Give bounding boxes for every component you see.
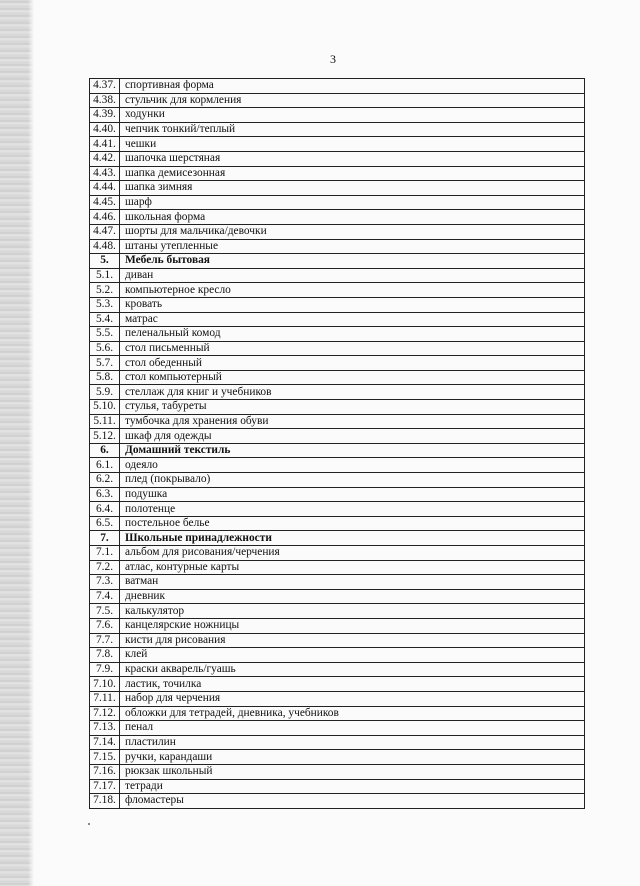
item-name: стеллаж для книг и учебников (120, 385, 585, 400)
item-number: 7.14. (90, 735, 120, 750)
item-number: 4.39. (90, 108, 120, 123)
table-row (90, 764, 585, 779)
item-number: 5.7. (90, 356, 120, 371)
table-row (90, 691, 585, 706)
table-row (90, 312, 585, 327)
table-row (90, 633, 585, 648)
item-number: 5.8. (90, 370, 120, 385)
item-number: 6.4. (90, 502, 120, 517)
item-number: 6.3. (90, 487, 120, 502)
table-row (90, 370, 585, 385)
item-name: одеяло (120, 458, 585, 473)
item-number: 7.11. (90, 691, 120, 706)
item-name: шапка демисезонная (120, 166, 585, 181)
item-name: ластик, точилка (120, 677, 585, 692)
item-name: стол компьютерный (120, 370, 585, 385)
item-number: 4.45. (90, 195, 120, 210)
table-row (90, 297, 585, 312)
table-row (90, 677, 585, 692)
item-number: 5.6. (90, 341, 120, 356)
table-row (90, 502, 585, 517)
table-row (90, 618, 585, 633)
item-number: 4.40. (90, 122, 120, 137)
item-number: 5. (90, 254, 120, 269)
item-name: полотенце (120, 502, 585, 517)
item-number: 5.3. (90, 297, 120, 312)
table-row (90, 604, 585, 619)
item-name: пенал (120, 721, 585, 736)
item-name: тетради (120, 779, 585, 794)
item-name: пластилин (120, 735, 585, 750)
item-name: набор для черчения (120, 691, 585, 706)
item-number: 7.1. (90, 546, 120, 561)
table-row (90, 429, 585, 444)
item-number: 7.4. (90, 589, 120, 604)
item-name: постельное белье (120, 516, 585, 531)
item-name: стол письменный (120, 341, 585, 356)
table-row (90, 721, 585, 736)
item-name: ватман (120, 575, 585, 590)
table-row (90, 750, 585, 765)
item-number: 7.6. (90, 618, 120, 633)
table-row (90, 137, 585, 152)
item-name: стулья, табуреты (120, 400, 585, 415)
item-number: 7.9. (90, 662, 120, 677)
item-name: подушка (120, 487, 585, 502)
item-name: школьная форма (120, 210, 585, 225)
table-row (90, 93, 585, 108)
item-number: 7.8. (90, 648, 120, 663)
table-row (90, 589, 585, 604)
table-row (90, 560, 585, 575)
item-name: матрас (120, 312, 585, 327)
item-name: обложки для тетрадей, дневника, учебников (120, 706, 585, 721)
section-title: Домашний текстиль (120, 443, 585, 458)
item-number: 4.38. (90, 93, 120, 108)
item-name: ручки, карандаши (120, 750, 585, 765)
item-number: 7. (90, 531, 120, 546)
item-name: шапка зимняя (120, 181, 585, 196)
item-name: шорты для мальчика/девочки (120, 224, 585, 239)
table-row (90, 79, 585, 94)
item-number: 6.1. (90, 458, 120, 473)
table-row (90, 239, 585, 254)
scan-speck (88, 823, 90, 825)
table-row (90, 779, 585, 794)
item-number: 4.37. (90, 79, 120, 94)
item-number: 4.43. (90, 166, 120, 181)
table-row (90, 473, 585, 488)
table-row (90, 546, 585, 561)
item-name: пеленальный комод (120, 327, 585, 342)
item-number: 5.12. (90, 429, 120, 444)
item-name: рюкзак школьный (120, 764, 585, 779)
item-number: 5.4. (90, 312, 120, 327)
item-name: клей (120, 648, 585, 663)
items-table-body (90, 79, 585, 809)
item-name: шкаф для одежды (120, 429, 585, 444)
item-number: 7.10. (90, 677, 120, 692)
item-name: калькулятор (120, 604, 585, 619)
table-row (90, 181, 585, 196)
item-number: 5.9. (90, 385, 120, 400)
item-number: 5.1. (90, 268, 120, 283)
item-number: 7.2. (90, 560, 120, 575)
item-number: 4.44. (90, 181, 120, 196)
item-name: атлас, контурные карты (120, 560, 585, 575)
table-row (90, 706, 585, 721)
section-header-row (90, 443, 585, 458)
item-name: дневник (120, 589, 585, 604)
items-table (89, 78, 585, 809)
table-row (90, 122, 585, 137)
table-row (90, 385, 585, 400)
item-number: 4.48. (90, 239, 120, 254)
table-row (90, 341, 585, 356)
table-row (90, 575, 585, 590)
item-number: 7.15. (90, 750, 120, 765)
item-name: стульчик для кормления (120, 93, 585, 108)
item-number: 4.41. (90, 137, 120, 152)
table-row (90, 108, 585, 123)
item-name: альбом для рисования/черчения (120, 546, 585, 561)
page-number: 3 (330, 52, 336, 66)
table-row (90, 648, 585, 663)
table-row (90, 166, 585, 181)
item-name: кисти для рисования (120, 633, 585, 648)
table-row (90, 458, 585, 473)
item-number: 4.47. (90, 224, 120, 239)
item-number: 6. (90, 443, 120, 458)
item-number: 4.42. (90, 151, 120, 166)
table-row (90, 268, 585, 283)
table-row (90, 356, 585, 371)
table-row (90, 487, 585, 502)
item-name: шапочка шерстяная (120, 151, 585, 166)
item-name: шарф (120, 195, 585, 210)
item-number: 6.2. (90, 473, 120, 488)
table-row (90, 400, 585, 415)
item-name: стол обеденный (120, 356, 585, 371)
section-header-row (90, 254, 585, 269)
item-name: кровать (120, 297, 585, 312)
item-name: краски акварель/гуашь (120, 662, 585, 677)
item-number: 4.46. (90, 210, 120, 225)
item-number: 7.12. (90, 706, 120, 721)
item-number: 7.18. (90, 794, 120, 809)
table-row (90, 210, 585, 225)
section-title: Мебель бытовая (120, 254, 585, 269)
item-name: тумбочка для хранения обуви (120, 414, 585, 429)
table-row (90, 735, 585, 750)
item-number: 6.5. (90, 516, 120, 531)
table-row (90, 151, 585, 166)
table-row (90, 224, 585, 239)
table-row (90, 662, 585, 677)
section-header-row (90, 531, 585, 546)
item-name: плед (покрывало) (120, 473, 585, 488)
item-name: штаны утепленные (120, 239, 585, 254)
item-name: спортивная форма (120, 79, 585, 94)
table-row (90, 283, 585, 298)
item-number: 5.5. (90, 327, 120, 342)
item-number: 7.17. (90, 779, 120, 794)
item-name: ходунки (120, 108, 585, 123)
item-name: чепчик тонкий/теплый (120, 122, 585, 137)
table-row (90, 794, 585, 809)
item-number: 5.11. (90, 414, 120, 429)
item-number: 5.2. (90, 283, 120, 298)
table-row (90, 195, 585, 210)
item-number: 5.10. (90, 400, 120, 415)
section-title: Школьные принадлежности (120, 531, 585, 546)
item-number: 7.16. (90, 764, 120, 779)
item-name: компьютерное кресло (120, 283, 585, 298)
item-name: диван (120, 268, 585, 283)
item-number: 7.5. (90, 604, 120, 619)
item-name: фломастеры (120, 794, 585, 809)
item-number: 7.3. (90, 575, 120, 590)
table-row (90, 516, 585, 531)
item-name: канцелярские ножницы (120, 618, 585, 633)
scan-edge-shadow (0, 0, 34, 886)
table-row (90, 327, 585, 342)
item-number: 7.7. (90, 633, 120, 648)
item-name: чешки (120, 137, 585, 152)
item-number: 7.13. (90, 721, 120, 736)
table-row (90, 414, 585, 429)
